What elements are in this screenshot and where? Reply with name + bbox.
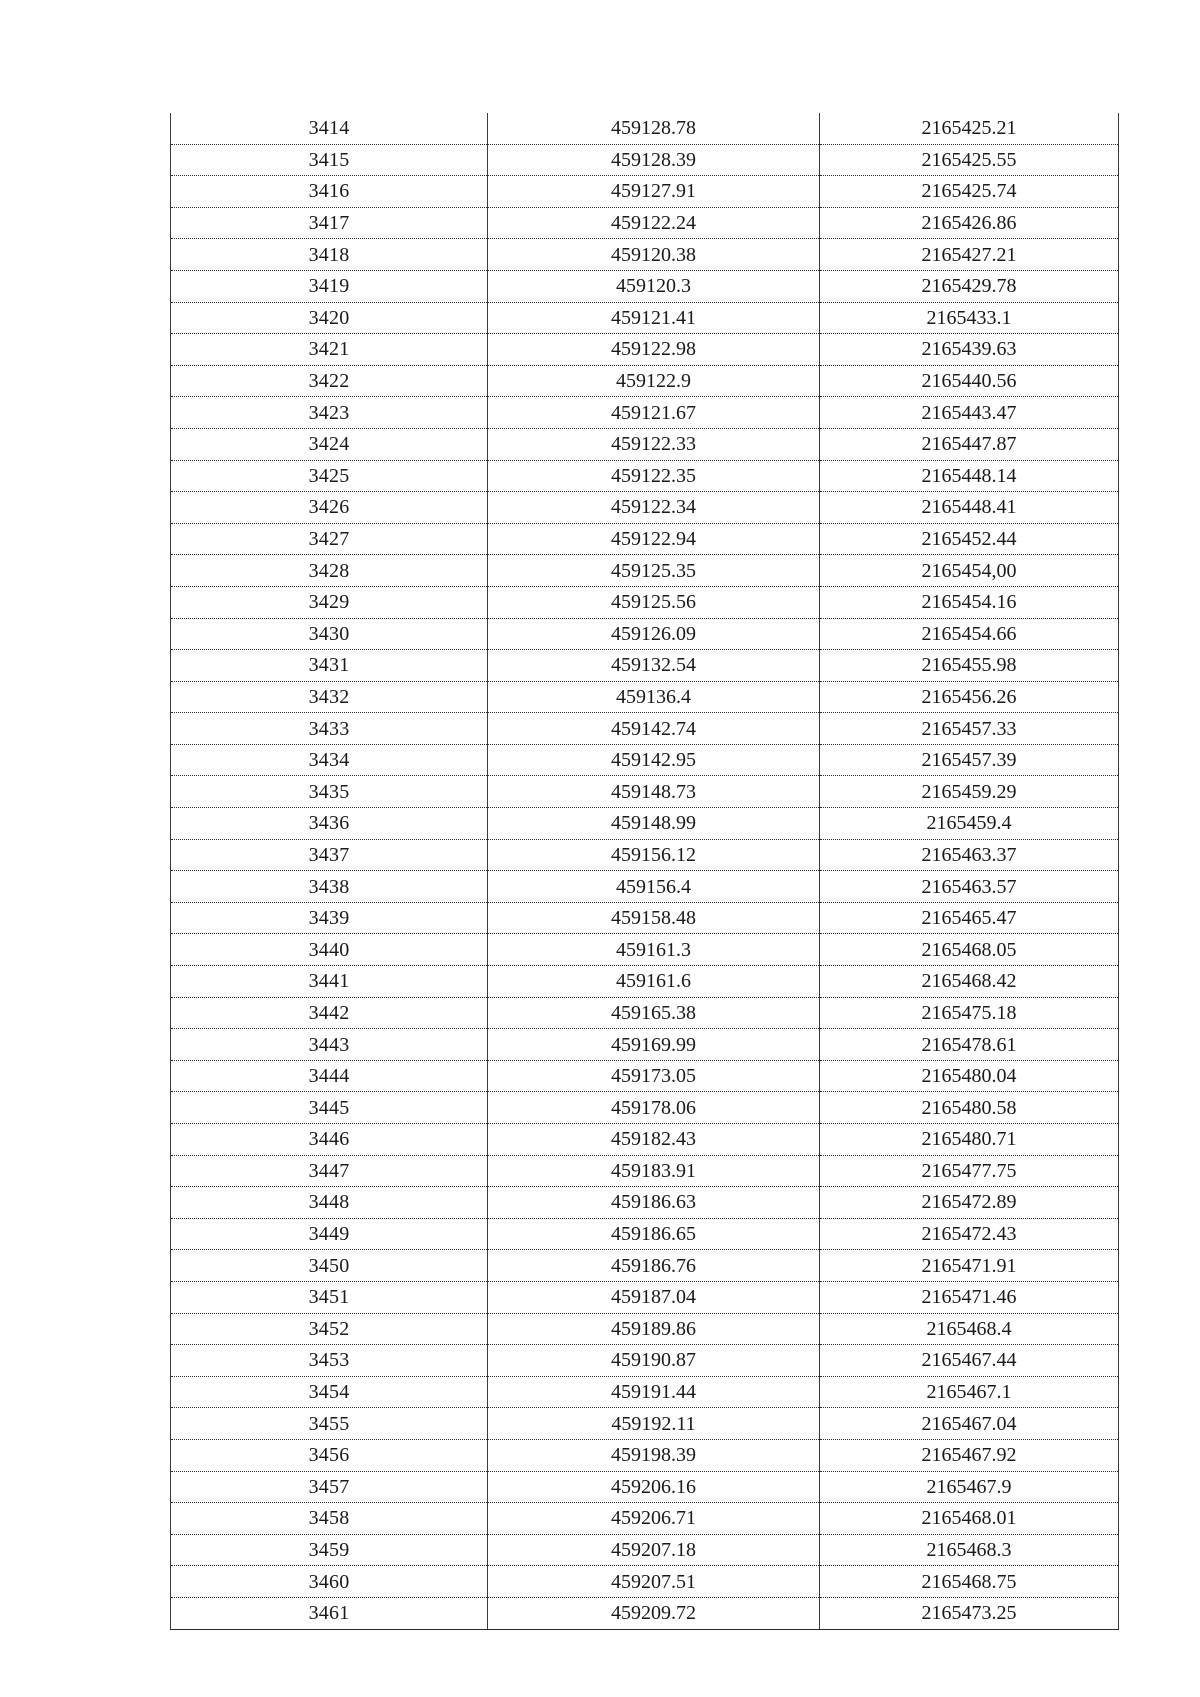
y-coordinate-cell: 2165468.3 (820, 1534, 1119, 1566)
point-number-cell: 3424 (171, 428, 488, 460)
table-row (171, 713, 1119, 745)
point-number-cell: 3447 (171, 1155, 488, 1187)
coordinate-table-body (171, 113, 1119, 1629)
point-number-cell: 3422 (171, 365, 488, 397)
point-number-cell: 3442 (171, 997, 488, 1029)
table-row (171, 1408, 1119, 1440)
x-coordinate-cell: 459192.11 (488, 1408, 820, 1440)
x-coordinate-cell: 459132.54 (488, 650, 820, 682)
table-row (171, 1313, 1119, 1345)
point-number-cell: 3451 (171, 1281, 488, 1313)
x-coordinate-cell: 459165.38 (488, 997, 820, 1029)
point-number-cell: 3414 (171, 113, 488, 144)
point-number-cell: 3459 (171, 1534, 488, 1566)
table-row (171, 1471, 1119, 1503)
y-coordinate-cell: 2165480.71 (820, 1124, 1119, 1156)
x-coordinate-cell: 459128.78 (488, 113, 820, 144)
y-coordinate-cell: 2165467.9 (820, 1471, 1119, 1503)
table-row (171, 997, 1119, 1029)
x-coordinate-cell: 459122.24 (488, 207, 820, 239)
point-number-cell: 3416 (171, 176, 488, 208)
y-coordinate-cell: 2165473.25 (820, 1597, 1119, 1629)
y-coordinate-cell: 2165459.29 (820, 776, 1119, 808)
x-coordinate-cell: 459156.4 (488, 871, 820, 903)
y-coordinate-cell: 2165471.46 (820, 1281, 1119, 1313)
x-coordinate-cell: 459161.6 (488, 966, 820, 998)
y-coordinate-cell: 2165427.21 (820, 239, 1119, 271)
x-coordinate-cell: 459186.65 (488, 1218, 820, 1250)
table-row (171, 270, 1119, 302)
table-row (171, 1439, 1119, 1471)
x-coordinate-cell: 459186.76 (488, 1250, 820, 1282)
y-coordinate-cell: 2165426.86 (820, 207, 1119, 239)
table-row (171, 113, 1119, 144)
x-coordinate-cell: 459178.06 (488, 1092, 820, 1124)
x-coordinate-cell: 459142.95 (488, 744, 820, 776)
coordinate-table (170, 113, 1119, 1630)
y-coordinate-cell: 2165456.26 (820, 681, 1119, 713)
x-coordinate-cell: 459148.99 (488, 808, 820, 840)
point-number-cell: 3450 (171, 1250, 488, 1282)
table-row (171, 492, 1119, 524)
table-row (171, 1534, 1119, 1566)
point-number-cell: 3448 (171, 1187, 488, 1219)
x-coordinate-cell: 459161.3 (488, 934, 820, 966)
table-row (171, 1566, 1119, 1598)
y-coordinate-cell: 2165425.74 (820, 176, 1119, 208)
y-coordinate-cell: 2165480.04 (820, 1060, 1119, 1092)
table-row (171, 365, 1119, 397)
x-coordinate-cell: 459207.18 (488, 1534, 820, 1566)
y-coordinate-cell: 2165443.47 (820, 397, 1119, 429)
table-row (171, 1345, 1119, 1377)
y-coordinate-cell: 2165429.78 (820, 270, 1119, 302)
point-number-cell: 3435 (171, 776, 488, 808)
x-coordinate-cell: 459198.39 (488, 1439, 820, 1471)
x-coordinate-cell: 459189.86 (488, 1313, 820, 1345)
y-coordinate-cell: 2165468.42 (820, 966, 1119, 998)
y-coordinate-cell: 2165425.55 (820, 144, 1119, 176)
x-coordinate-cell: 459127.91 (488, 176, 820, 208)
y-coordinate-cell: 2165468.01 (820, 1503, 1119, 1535)
x-coordinate-cell: 459122.98 (488, 334, 820, 366)
table-row (171, 428, 1119, 460)
table-row (171, 1124, 1119, 1156)
x-coordinate-cell: 459190.87 (488, 1345, 820, 1377)
table-row (171, 460, 1119, 492)
x-coordinate-cell: 459142.74 (488, 713, 820, 745)
point-number-cell: 3455 (171, 1408, 488, 1440)
table-row (171, 555, 1119, 587)
x-coordinate-cell: 459158.48 (488, 902, 820, 934)
table-row (171, 1503, 1119, 1535)
y-coordinate-cell: 2165472.89 (820, 1187, 1119, 1219)
table-row (171, 839, 1119, 871)
point-number-cell: 3423 (171, 397, 488, 429)
y-coordinate-cell: 2165480.58 (820, 1092, 1119, 1124)
point-number-cell: 3428 (171, 555, 488, 587)
point-number-cell: 3454 (171, 1376, 488, 1408)
point-number-cell: 3441 (171, 966, 488, 998)
x-coordinate-cell: 459126.09 (488, 618, 820, 650)
table-row (171, 871, 1119, 903)
y-coordinate-cell: 2165433.1 (820, 302, 1119, 334)
y-coordinate-cell: 2165468.05 (820, 934, 1119, 966)
x-coordinate-cell: 459182.43 (488, 1124, 820, 1156)
y-coordinate-cell: 2165467.1 (820, 1376, 1119, 1408)
point-number-cell: 3421 (171, 334, 488, 366)
table-row (171, 1060, 1119, 1092)
x-coordinate-cell: 459128.39 (488, 144, 820, 176)
point-number-cell: 3439 (171, 902, 488, 934)
point-number-cell: 3457 (171, 1471, 488, 1503)
table-row (171, 144, 1119, 176)
y-coordinate-cell: 2165463.37 (820, 839, 1119, 871)
table-row (171, 681, 1119, 713)
table-row (171, 1281, 1119, 1313)
table-row (171, 808, 1119, 840)
table-row (171, 1376, 1119, 1408)
x-coordinate-cell: 459207.51 (488, 1566, 820, 1598)
y-coordinate-cell: 2165463.57 (820, 871, 1119, 903)
table-row (171, 397, 1119, 429)
table-row (171, 744, 1119, 776)
table-row (171, 776, 1119, 808)
x-coordinate-cell: 459173.05 (488, 1060, 820, 1092)
y-coordinate-cell: 2165455.98 (820, 650, 1119, 682)
point-number-cell: 3437 (171, 839, 488, 871)
y-coordinate-cell: 2165475.18 (820, 997, 1119, 1029)
y-coordinate-cell: 2165439.63 (820, 334, 1119, 366)
x-coordinate-cell: 459136.4 (488, 681, 820, 713)
point-number-cell: 3446 (171, 1124, 488, 1156)
y-coordinate-cell: 2165467.44 (820, 1345, 1119, 1377)
x-coordinate-cell: 459125.35 (488, 555, 820, 587)
point-number-cell: 3417 (171, 207, 488, 239)
x-coordinate-cell: 459148.73 (488, 776, 820, 808)
y-coordinate-cell: 2165454,00 (820, 555, 1119, 587)
point-number-cell: 3419 (171, 270, 488, 302)
y-coordinate-cell: 2165425.21 (820, 113, 1119, 144)
x-coordinate-cell: 459206.16 (488, 1471, 820, 1503)
point-number-cell: 3420 (171, 302, 488, 334)
x-coordinate-cell: 459122.35 (488, 460, 820, 492)
y-coordinate-cell: 2165457.33 (820, 713, 1119, 745)
y-coordinate-cell: 2165454.66 (820, 618, 1119, 650)
point-number-cell: 3438 (171, 871, 488, 903)
point-number-cell: 3444 (171, 1060, 488, 1092)
y-coordinate-cell: 2165472.43 (820, 1218, 1119, 1250)
table-row (171, 1155, 1119, 1187)
x-coordinate-cell: 459122.34 (488, 492, 820, 524)
x-coordinate-cell: 459169.99 (488, 1029, 820, 1061)
y-coordinate-cell: 2165468.4 (820, 1313, 1119, 1345)
x-coordinate-cell: 459121.41 (488, 302, 820, 334)
table-row (171, 934, 1119, 966)
y-coordinate-cell: 2165440.56 (820, 365, 1119, 397)
x-coordinate-cell: 459125.56 (488, 586, 820, 618)
x-coordinate-cell: 459122.33 (488, 428, 820, 460)
point-number-cell: 3443 (171, 1029, 488, 1061)
point-number-cell: 3445 (171, 1092, 488, 1124)
x-coordinate-cell: 459183.91 (488, 1155, 820, 1187)
table-row (171, 1092, 1119, 1124)
table-row (171, 176, 1119, 208)
x-coordinate-cell: 459209.72 (488, 1597, 820, 1629)
table-row (171, 1218, 1119, 1250)
y-coordinate-cell: 2165452.44 (820, 523, 1119, 555)
table-row (171, 334, 1119, 366)
table-row (171, 302, 1119, 334)
point-number-cell: 3429 (171, 586, 488, 618)
point-number-cell: 3425 (171, 460, 488, 492)
table-row (171, 1250, 1119, 1282)
point-number-cell: 3431 (171, 650, 488, 682)
x-coordinate-cell: 459191.44 (488, 1376, 820, 1408)
y-coordinate-cell: 2165448.14 (820, 460, 1119, 492)
y-coordinate-cell: 2165478.61 (820, 1029, 1119, 1061)
point-number-cell: 3461 (171, 1597, 488, 1629)
table-row (171, 1029, 1119, 1061)
x-coordinate-cell: 459206.71 (488, 1503, 820, 1535)
x-coordinate-cell: 459187.04 (488, 1281, 820, 1313)
table-row (171, 966, 1119, 998)
y-coordinate-cell: 2165467.04 (820, 1408, 1119, 1440)
point-number-cell: 3415 (171, 144, 488, 176)
x-coordinate-cell: 459186.63 (488, 1187, 820, 1219)
x-coordinate-cell: 459121.67 (488, 397, 820, 429)
table-row (171, 618, 1119, 650)
point-number-cell: 3430 (171, 618, 488, 650)
table-row (171, 650, 1119, 682)
point-number-cell: 3449 (171, 1218, 488, 1250)
coordinate-table-page (170, 113, 1118, 1630)
x-coordinate-cell: 459156.12 (488, 839, 820, 871)
x-coordinate-cell: 459120.3 (488, 270, 820, 302)
y-coordinate-cell: 2165459.4 (820, 808, 1119, 840)
y-coordinate-cell: 2165467.92 (820, 1439, 1119, 1471)
table-row (171, 523, 1119, 555)
point-number-cell: 3458 (171, 1503, 488, 1535)
y-coordinate-cell: 2165454.16 (820, 586, 1119, 618)
y-coordinate-cell: 2165465.47 (820, 902, 1119, 934)
point-number-cell: 3456 (171, 1439, 488, 1471)
point-number-cell: 3452 (171, 1313, 488, 1345)
point-number-cell: 3433 (171, 713, 488, 745)
point-number-cell: 3460 (171, 1566, 488, 1598)
y-coordinate-cell: 2165457.39 (820, 744, 1119, 776)
point-number-cell: 3436 (171, 808, 488, 840)
x-coordinate-cell: 459122.94 (488, 523, 820, 555)
y-coordinate-cell: 2165471.91 (820, 1250, 1119, 1282)
y-coordinate-cell: 2165448.41 (820, 492, 1119, 524)
table-row (171, 902, 1119, 934)
point-number-cell: 3426 (171, 492, 488, 524)
table-row (171, 1187, 1119, 1219)
point-number-cell: 3440 (171, 934, 488, 966)
y-coordinate-cell: 2165447.87 (820, 428, 1119, 460)
point-number-cell: 3418 (171, 239, 488, 271)
point-number-cell: 3434 (171, 744, 488, 776)
table-row (171, 1597, 1119, 1629)
table-row (171, 207, 1119, 239)
y-coordinate-cell: 2165468.75 (820, 1566, 1119, 1598)
table-row (171, 586, 1119, 618)
x-coordinate-cell: 459120.38 (488, 239, 820, 271)
x-coordinate-cell: 459122.9 (488, 365, 820, 397)
point-number-cell: 3453 (171, 1345, 488, 1377)
point-number-cell: 3432 (171, 681, 488, 713)
y-coordinate-cell: 2165477.75 (820, 1155, 1119, 1187)
table-row (171, 239, 1119, 271)
point-number-cell: 3427 (171, 523, 488, 555)
